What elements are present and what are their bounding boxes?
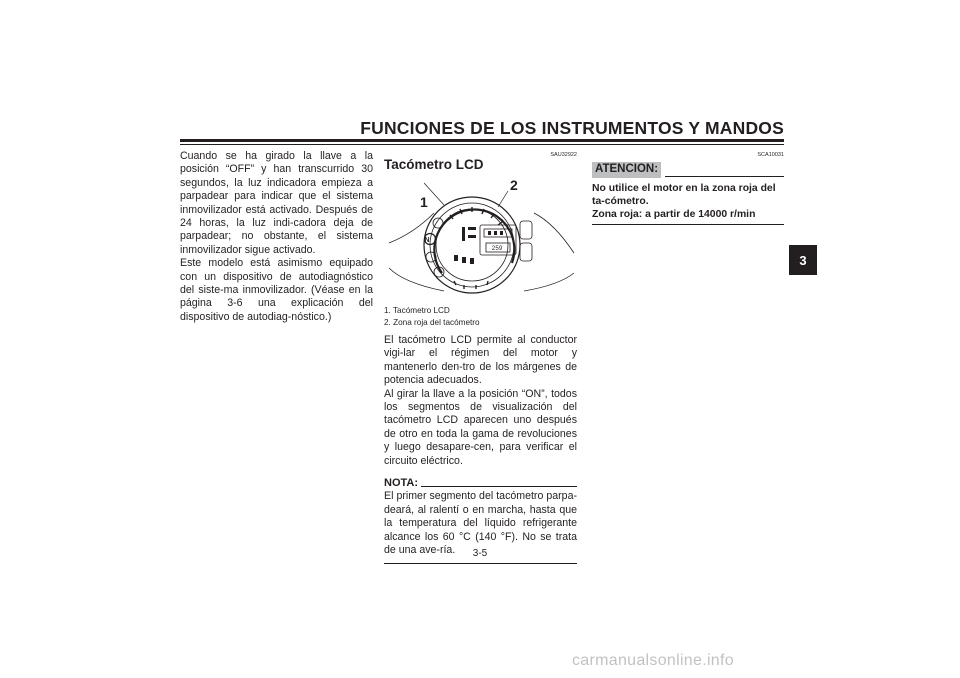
tachometer-paragraph-1: El tacómetro LCD permite al conductor vigi-lar el régimen del motor y mantenerlo den-tro de los márgenes de potencia adecuados. (384, 334, 577, 387)
tachometer-illustration (384, 173, 577, 301)
watermark-text: carmanualsonline.info (572, 652, 734, 669)
caution-text (592, 183, 784, 221)
svg-text:N: N (424, 237, 430, 245)
tachometer-description (384, 334, 577, 468)
nota-rule (421, 486, 577, 487)
section-title: Tacómetro LCD (384, 157, 484, 172)
immobilizer-paragraph: Cuando se ha girado la llave a la posición “OFF” y han transcurrido 30 segundos, la luz indicadora empieza a parpadear para indicar que el sistema inmovilizador está activado. Después de 24 horas, la luz indi-cadora deja de parpadear; no obstante, el sistema inmovilizador sigue activado. (180, 150, 373, 256)
lcd-digits: 259 (491, 245, 503, 253)
tachometer-figure (384, 173, 577, 301)
caution-end-rule (592, 224, 784, 225)
callout-2: 2 (510, 177, 518, 194)
column-middle (384, 150, 577, 564)
caution-heading (592, 162, 784, 178)
caution-line-2: Zona roja: a partir de 14000 r/min (592, 209, 756, 220)
caption-1: 1. Tacómetro LCD (384, 306, 450, 316)
page-number: 3-5 (472, 548, 488, 559)
header-rule-thick (180, 139, 784, 142)
chapter-tab: 3 (789, 245, 817, 275)
figure-captions (384, 305, 577, 329)
section-code: SAU32922 (550, 152, 577, 158)
caution-label: ATENCION: (592, 162, 661, 178)
nota-end-rule (384, 563, 577, 564)
nota-label: NOTA: (384, 477, 419, 490)
column-right (592, 150, 784, 225)
self-diagnosis-paragraph: Este modelo está asimismo equipado con un dispositivo de autodiagnóstico del siste-ma inmovilizador. (Véase en la página 3-6 una explicación del dispositivo de autodiag-nóstico.) (180, 257, 373, 323)
nota-heading (384, 477, 577, 490)
caution-rule (665, 176, 784, 177)
caution-line-1: No utilice el motor en la zona roja del ta-cómetro. (592, 183, 776, 208)
nota-text: El primer segmento del tacómetro parpa-deará, al ralentí o en marcha, hasta que la temperatura del líquido refrigerante alcance los 60 °C (140 °F). No se trata de una ave-ría. (384, 490, 577, 557)
tachometer-paragraph-2: Al girar la llave a la posición “ON”, todos los segmentos de visualización del tacómetro LCD aparecen uno después de otro en toda la gama de revoluciones y luego desapare-cen, para verificar el circuito eléctrico. (384, 387, 577, 467)
caption-2: 2. Zona roja del tacómetro (384, 318, 480, 328)
column-left (180, 150, 373, 324)
caution-code: SCA10031 (757, 152, 784, 158)
callout-1: 1 (420, 194, 428, 211)
page-header-title: FUNCIONES DE LOS INSTRUMENTOS Y MANDOS (360, 118, 784, 138)
header-rule-thin (180, 144, 784, 145)
